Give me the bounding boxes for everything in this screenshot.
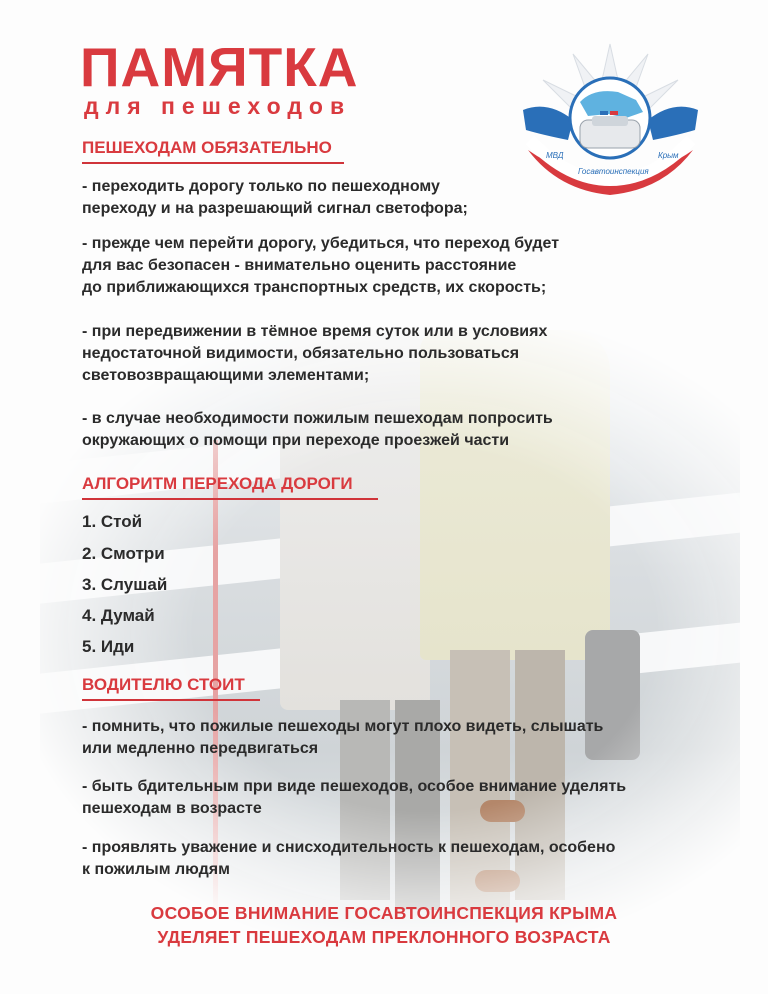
rule-line: окружающих о помощи при переходе проезжей части <box>82 432 510 449</box>
gosavtoinspekciya-logo <box>518 40 703 200</box>
rule-line: к пожилым людям <box>82 861 230 878</box>
rule-line: - проявлять уважение и снисходительность к пешеходам, особено <box>82 839 616 856</box>
algorithm-step: 2. Смотри <box>82 544 165 563</box>
rule-line: пешеходам в возрасте <box>82 800 262 817</box>
rule-item <box>82 233 559 299</box>
section-heading-pedestrians-must: ПЕШЕХОДАМ ОБЯЗАТЕЛЬНО <box>82 139 344 164</box>
rule-item <box>82 321 547 387</box>
algorithm-step: 1. Стой <box>82 512 143 531</box>
rule-line: недостаточной видимости, обязательно пользоваться <box>82 345 520 362</box>
rule-item <box>82 408 553 452</box>
algorithm-step: 5. Иди <box>82 637 135 656</box>
logo-text-krym: Крым <box>658 151 679 160</box>
algorithm-step: 4. Думай <box>82 606 155 625</box>
driver-rule-item <box>82 776 626 820</box>
poster-subtitle: для пешеходов <box>84 93 352 119</box>
rule-line: до приближающихся транспортных средств, их скорость; <box>82 279 547 296</box>
rule-item <box>82 176 468 220</box>
rule-line: - в случае необходимости пожилым пешеходам попросить <box>82 410 553 427</box>
rule-line: - переходить дорогу только по пешеходному <box>82 178 440 195</box>
section-heading-algorithm: АЛГОРИТМ ПЕРЕХОДА ДОРОГИ <box>82 475 378 500</box>
rule-line: световозвращающими элементами; <box>82 367 370 384</box>
footer-line-2: УДЕЛЯЕТ ПЕШЕХОДАМ ПРЕКЛОННОГО ВОЗРАСТА <box>157 927 611 947</box>
rule-line: - прежде чем перейти дорогу, убедиться, что переход будет <box>82 235 560 252</box>
logo-text-gosavtoinspekciya: Госавтоинспекция <box>578 167 649 176</box>
driver-rule-item <box>82 837 615 881</box>
rule-line: - быть бдительным при виде пешеходов, особое внимание уделять <box>82 778 627 795</box>
poster-title: ПАМЯТКА <box>80 36 359 98</box>
rule-line: или медленно передвигаться <box>82 740 319 757</box>
section-heading-drivers-should: ВОДИТЕЛЮ СТОИТ <box>82 676 260 701</box>
rule-line: переходу и на разрешающий сигнал светофора; <box>82 200 468 217</box>
rule-line: - помнить, что пожилые пешеходы могут плохо видеть, слышать <box>82 718 604 735</box>
rule-line: для вас безопасен - внимательно оценить расстояние <box>82 257 517 274</box>
footer-line-1: ОСОБОЕ ВНИМАНИЕ ГОСАВТОИНСПЕКЦИЯ КРЫМА <box>150 903 618 923</box>
driver-rule-item <box>82 716 603 760</box>
logo-text-mvd: МВД <box>546 151 564 160</box>
rule-line: - при передвижении в тёмное время суток или в условиях <box>82 323 548 340</box>
algorithm-step: 3. Слушай <box>82 575 168 594</box>
